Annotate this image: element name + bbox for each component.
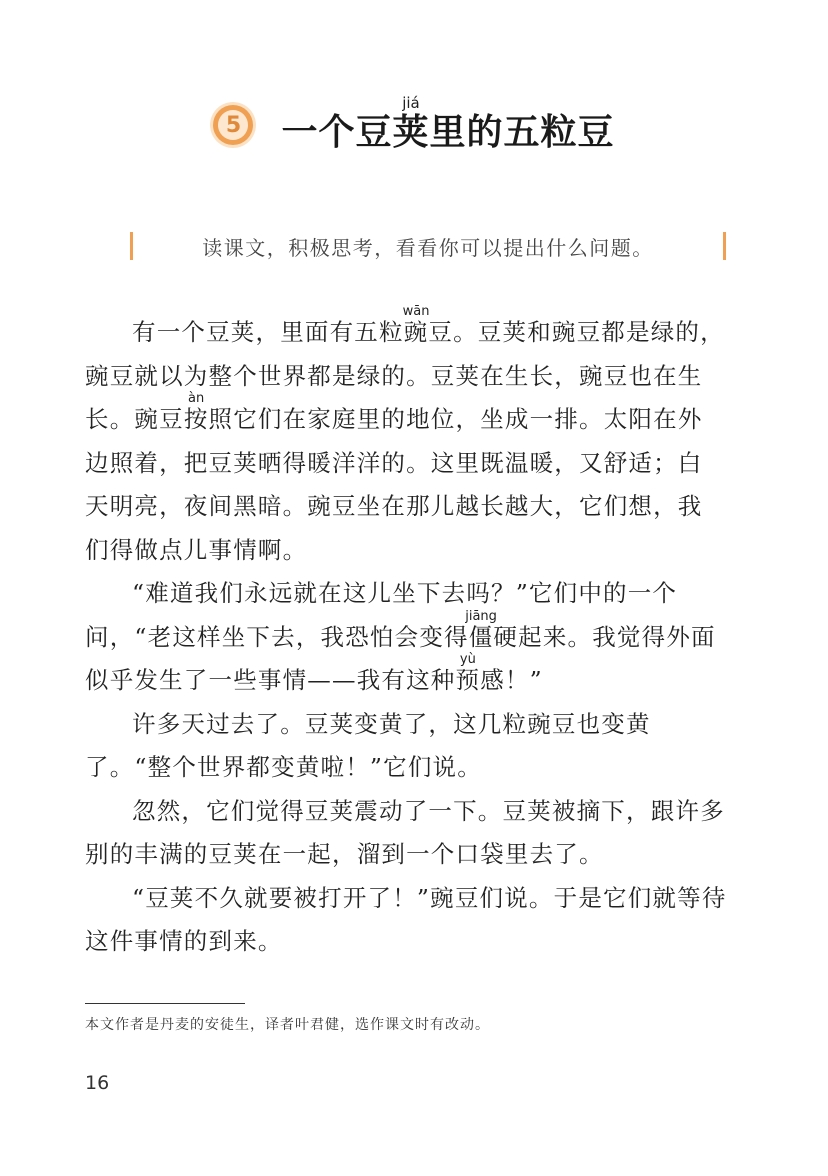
paragraph-text: 忽然，它们觉得豆荚震动了一下。豆荚被摘下，跟许多别的丰满的豆荚在一起，溜到一个口袋里去了。 bbox=[85, 796, 725, 868]
title-part-after: 里的五粒豆 bbox=[429, 111, 615, 153]
body-paragraph bbox=[85, 703, 727, 790]
lesson-body bbox=[85, 305, 727, 964]
prompt-text: 读课文，积极思考，看看你可以提出什么问题。 bbox=[202, 236, 654, 260]
paragraph-text: 硬起来。我觉得外面似乎发生了一些事情——我有这种 bbox=[85, 622, 716, 694]
paragraph-text: 豆。豆荚和豌豆都是绿的，豌豆就以为整个世界都是绿的。豆荚在生长，豌豆也在生长。豌豆 bbox=[85, 318, 725, 433]
body-paragraph bbox=[85, 877, 727, 964]
annotated-char: 豌 bbox=[402, 318, 430, 346]
page-number: 16 bbox=[85, 1072, 110, 1094]
annotated-char: 预 bbox=[455, 666, 481, 694]
body-paragraph bbox=[85, 790, 727, 877]
pinyin-annotated-char bbox=[402, 304, 430, 346]
annotated-char: 按 bbox=[183, 405, 209, 433]
title-part-before: 一个豆 bbox=[281, 111, 393, 153]
pinyin-label: àn bbox=[183, 391, 209, 406]
pinyin-label: wān bbox=[402, 304, 430, 319]
lesson-title bbox=[281, 93, 615, 155]
lesson-header bbox=[0, 95, 828, 155]
footnote-divider bbox=[85, 1003, 245, 1004]
title-ruby-char: 荚 bbox=[392, 111, 430, 153]
lesson-number: 5 bbox=[218, 110, 248, 140]
paragraph-text: “难道我们永远就在这儿坐下去吗？”它们中的一个问，“老这样坐下去，我恐怕会变得 bbox=[85, 579, 678, 651]
paragraph-text: 照它们在家庭里的地位，坐成一排。太阳在外边照着，把豆荚晒得暖洋洋的。这里既温暖，又舒适；白天明亮，夜间黑暗。豌豆坐在那儿越长越大，它们想，我们得做点儿事情啊。 bbox=[85, 405, 703, 564]
title-ruby bbox=[392, 93, 430, 153]
footnote: 本文作者是丹麦的安徒生，译者叶君健，选作课文时有改动。 bbox=[85, 1017, 490, 1033]
pinyin-label: yù bbox=[455, 652, 481, 667]
paragraph-text: 有一个豆荚，里面有五粒 bbox=[132, 318, 404, 346]
body-paragraph bbox=[85, 572, 727, 703]
pinyin-label: jiāng bbox=[465, 608, 497, 624]
title-ruby-pinyin: jiá bbox=[392, 93, 430, 112]
paragraph-text: 感！” bbox=[480, 666, 543, 694]
annotated-char: 僵 bbox=[465, 622, 497, 651]
pinyin-annotated-char bbox=[465, 608, 497, 651]
pinyin-annotated-char bbox=[455, 652, 481, 694]
paragraph-text: 许多天过去了。豆荚变黄了，这几粒豌豆也变黄了。“整个世界都变黄啦！”它们说。 bbox=[85, 709, 651, 781]
lesson-number-badge bbox=[213, 105, 253, 145]
prompt-bar-right bbox=[723, 232, 726, 260]
body-paragraph bbox=[85, 305, 727, 572]
pinyin-annotated-char bbox=[183, 391, 209, 433]
reading-prompt bbox=[130, 228, 726, 264]
paragraph-text: “豆荚不久就要被打开了！”豌豆们说。于是它们就等待这件事情的到来。 bbox=[85, 883, 727, 955]
